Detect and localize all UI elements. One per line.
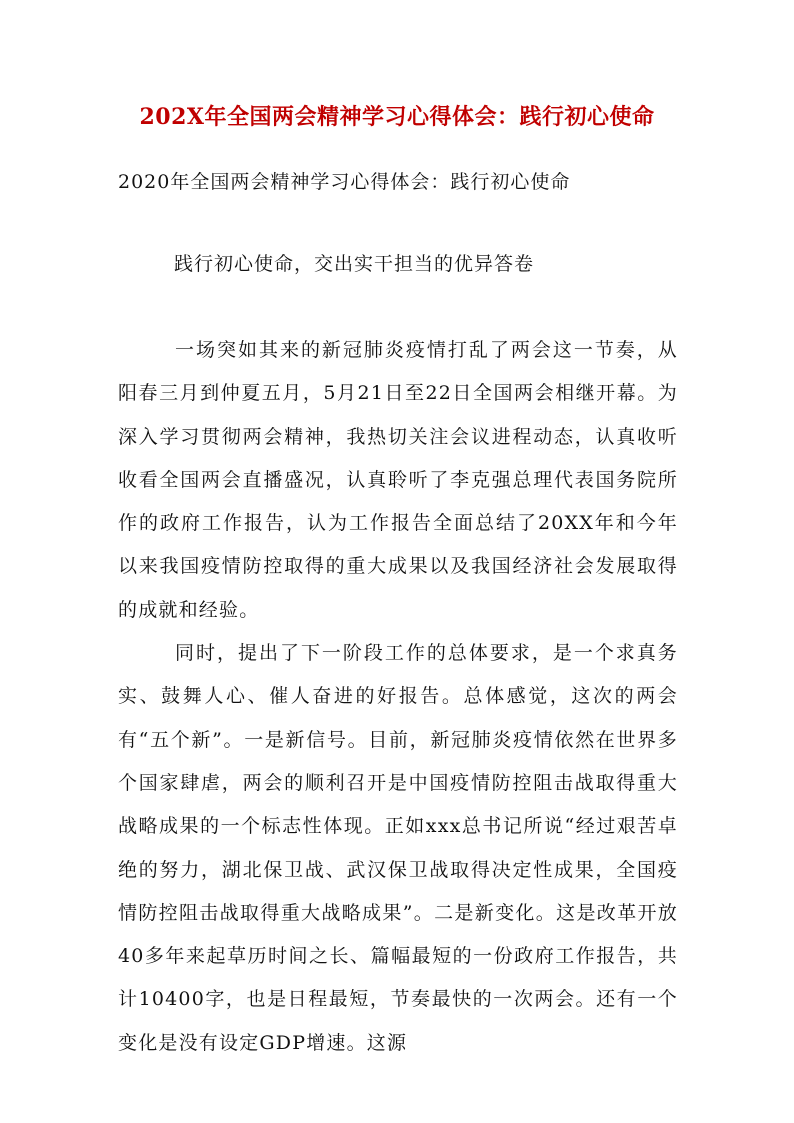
section-heading: 践行初心使命，交出实干担当的优异答卷: [174, 253, 535, 275]
document-title: 202X年全国两会精神学习心得体会：践行初心使命: [139, 104, 655, 130]
document-subtitle: 2020年全国两会精神学习心得体会：践行初心使命: [118, 171, 571, 193]
body-text: [118, 329, 678, 1065]
paragraph: 一场突如其来的新冠肺炎疫情打乱了两会这一节奏，从阳春三月到仲夏五月，5月21日至22日全国两会相继开幕。为深入学习贯彻两会精神，我热切关注会议进程动态，认真收听收看全国两会直播盛况，认真聆听了李克强总理代表国务院所作的政府工作报告，认为工作报告全面总结了20XX年和今年以来我国疫情防控取得的重大成果以及我国经济社会发展取得的成就和经验。: [118, 339, 678, 621]
paragraph: 同时，提出了下一阶段工作的总体要求，是一个求真务实、鼓舞人心、催人奋进的好报告。总体感觉，这次的两会有“五个新”。一是新信号。目前，新冠肺炎疫情依然在世界多个国家肆虐，两会的顺利召开是中国疫情防控阻击战取得重大战略成果的一个标志性体现。正如xxx总书记所说“经过艰苦卓绝的努力，湖北保卫战、武汉保卫战取得决定性成果，全国疫情防控阻击战取得重大战略成果”。二是新变化。这是改革开放40多年来起草历时间之长、篇幅最短的一份政府工作报告，共计10400字，也是日程最短，节奏最快的一次两会。还有一个变化是没有设定GDP增速。这源: [118, 642, 678, 1054]
